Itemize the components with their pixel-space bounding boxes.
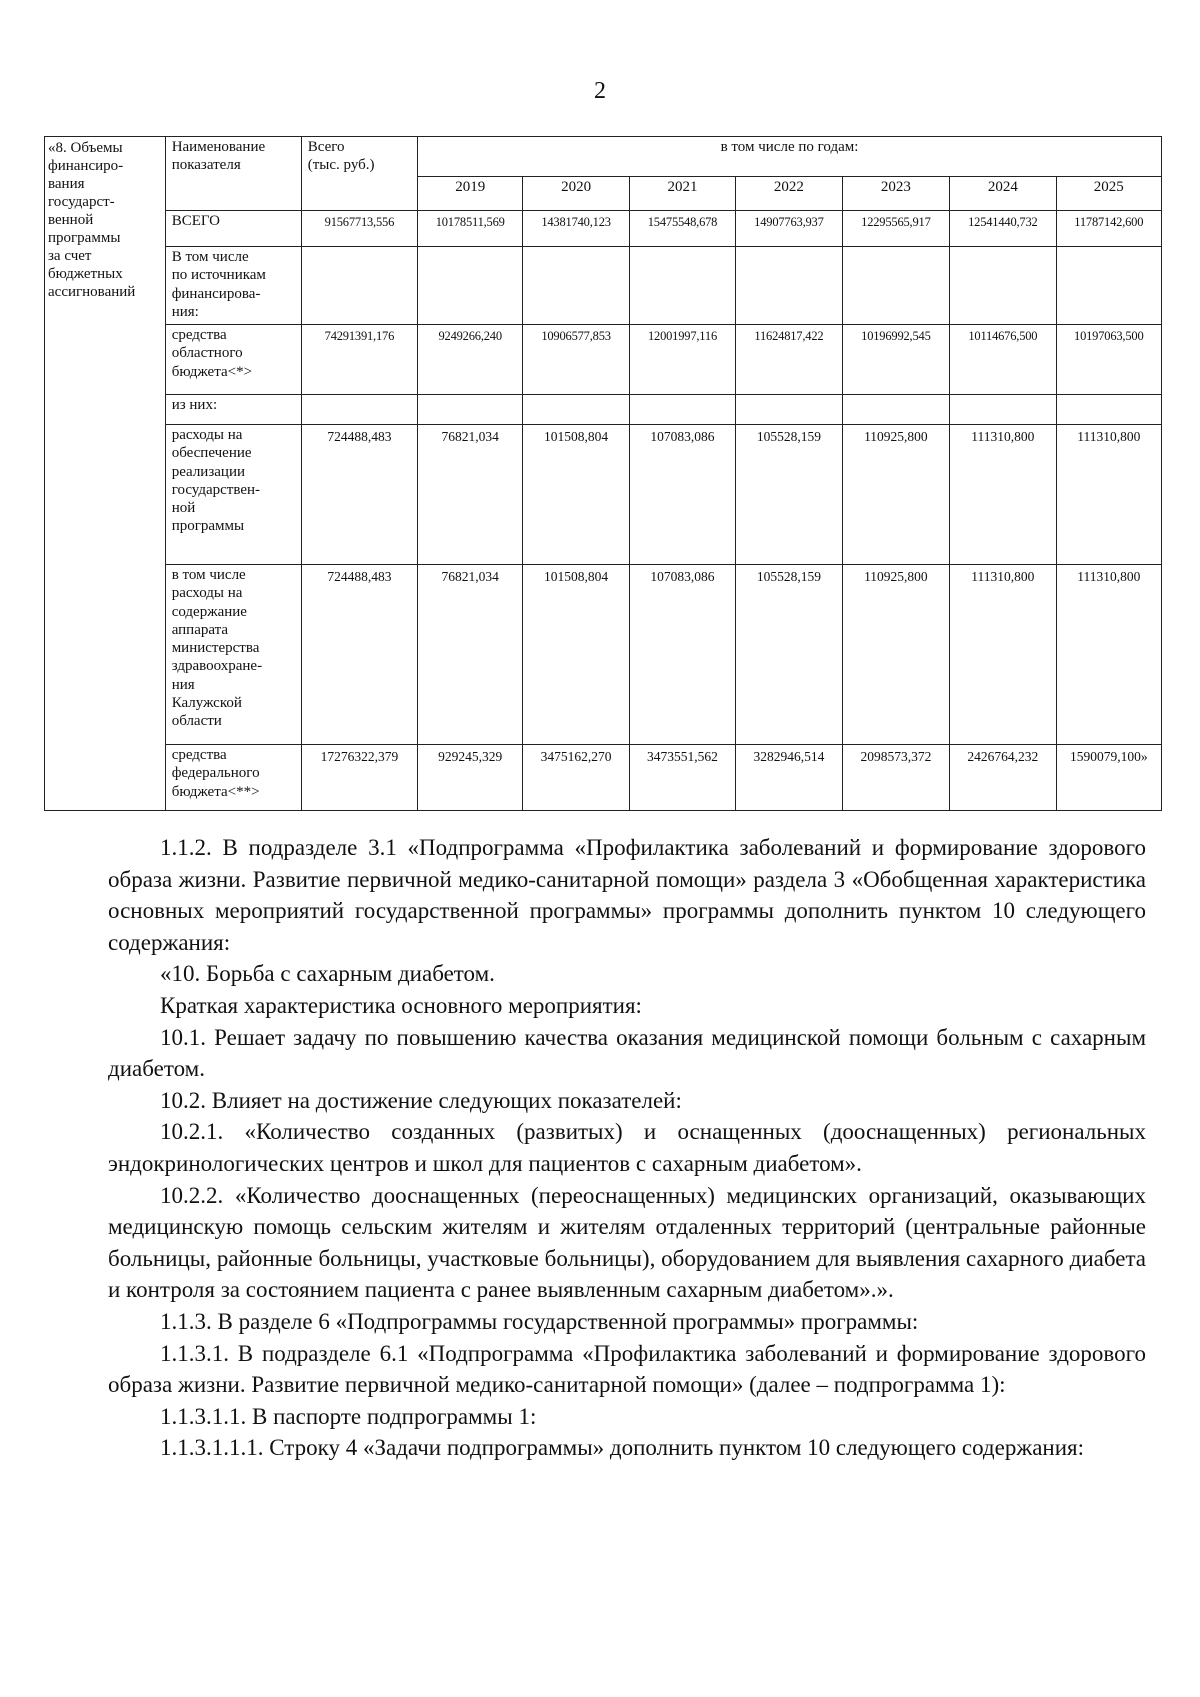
year-cell: 2025 [1056, 177, 1161, 211]
value-cell: 111310,800 [950, 565, 1056, 745]
table-row [45, 745, 1162, 811]
row-label [165, 247, 301, 325]
table-row [45, 211, 1162, 247]
value-cell: 1590079,100» [1056, 745, 1161, 811]
value-cell: 111310,800 [1056, 425, 1161, 565]
cell-line: расходы на [171, 585, 243, 602]
row-label [165, 565, 301, 745]
table-row [45, 325, 1162, 395]
cell-line: бюджетных [48, 266, 123, 282]
cell-line: по источникам [171, 267, 266, 284]
value-cell: 11624817,422 [736, 325, 842, 395]
cell-line: федерального [171, 765, 260, 782]
cell-line: аппарата [171, 621, 229, 638]
paragraph: «10. Борьба с сахарным диабетом. [160, 961, 495, 987]
table-row [45, 395, 1162, 425]
value-cell: 17276322,379 [301, 745, 417, 811]
paragraph: 1.1.3.1.1. В паспорте подпрограммы 1: [160, 1403, 537, 1429]
body-text [108, 832, 1146, 1464]
value-cell [1056, 395, 1161, 425]
value-cell: 14381740,123 [523, 211, 629, 247]
cell-line: ной [171, 500, 196, 517]
paragraph: 10.2. Влияет на достижение следующих показателей: [160, 1087, 682, 1113]
value-cell [418, 247, 523, 325]
cell-line: Наименование [171, 139, 266, 155]
value-cell: 3473551,562 [629, 745, 735, 811]
cell-line: программы [171, 518, 245, 535]
paragraph: 1.1.3.1. В подразделе 6.1 «Подпрограмма «Профилактика заболеваний и формирование здорового образа жизни. Развитие первичной медико-санитарной помощи» (далее – подпрограмма 1): [108, 1340, 1146, 1398]
value-cell [301, 247, 417, 325]
cell-line: программы [48, 230, 121, 246]
table-row [45, 247, 1162, 325]
value-cell: 10114676,500 [950, 325, 1056, 395]
row-label [165, 325, 301, 395]
value-cell: 2426764,232 [950, 745, 1056, 811]
cell-line: ния: [171, 303, 199, 320]
value-cell: 10197063,500 [1056, 325, 1161, 395]
value-cell: 76821,034 [418, 565, 523, 745]
year-cell: 2023 [842, 177, 950, 211]
cell-line: вания [48, 176, 85, 192]
value-cell: 105528,159 [736, 565, 842, 745]
value-cell [629, 247, 735, 325]
cell-line: средства [171, 747, 227, 763]
value-cell: 3282946,514 [736, 745, 842, 811]
value-cell [1056, 247, 1161, 325]
header-total [301, 137, 417, 211]
cell-line: Всего [307, 139, 345, 155]
value-cell: 9249266,240 [418, 325, 523, 395]
cell-line: (тыс. руб.) [307, 157, 375, 174]
cell-line: ВСЕГО [171, 213, 220, 229]
row-label [165, 425, 301, 565]
financing-table [44, 136, 1162, 811]
cell-line: областного [171, 345, 243, 362]
cell-line: области [171, 713, 222, 730]
value-cell: 107083,086 [629, 565, 735, 745]
paragraph: 1.1.3.1.1.1. Строку 4 «Задачи подпрограммы» дополнить пунктом 10 следующего содержания: [160, 1435, 1085, 1461]
cell-line: расходы на [171, 427, 243, 443]
value-cell: 111310,800 [1056, 565, 1161, 745]
value-cell: 929245,329 [418, 745, 523, 811]
side-label [45, 137, 166, 811]
paragraph: 10.2.1. «Количество созданных (развитых) и оснащенных (дооснащенных) региональных эндокринологических центров и школ для пациентов с сахарным диабетом». [108, 1119, 1146, 1176]
year-cell: 2019 [418, 177, 523, 211]
row-label [165, 395, 301, 425]
row-label [165, 745, 301, 811]
cell-line: содержание [171, 603, 247, 620]
year-cell: 2021 [629, 177, 735, 211]
cell-line: в том числе [171, 567, 246, 583]
cell-line: финансиро- [48, 158, 124, 174]
paragraph: 10.2.2. «Количество дооснащенных (переоснащенных) медицинских организаций, оказывающих медицинскую помощь сельским жителям и жителям отдаленных территорий (центральные районные больницы, районные больницы, участковые больницы), оборудованием для выявления сахарного диабета и контроля за состоянием пациента с ранее выявленным сахарным диабетом».». [108, 1182, 1146, 1303]
value-cell: 724488,483 [301, 425, 417, 565]
value-cell [301, 395, 417, 425]
value-cell: 3475162,270 [523, 745, 629, 811]
cell-line: реализации [171, 463, 245, 480]
cell-line: «8. Объемы [48, 140, 123, 156]
cell-line: показателя [171, 157, 241, 174]
value-cell [842, 247, 950, 325]
cell-line: венной [48, 212, 94, 228]
value-cell [736, 395, 842, 425]
cell-line: Калужской [171, 695, 242, 712]
value-cell: 10178511,569 [418, 211, 523, 247]
header-name [165, 137, 301, 211]
cell-line: средства [171, 327, 227, 343]
value-cell: 105528,159 [736, 425, 842, 565]
table-row [45, 425, 1162, 565]
header-years-caption: в том числе по годам: [418, 137, 1162, 177]
value-cell: 10906577,853 [523, 325, 629, 395]
table-row [45, 565, 1162, 745]
cell-line: здравоохране- [171, 658, 263, 675]
value-cell: 15475548,678 [629, 211, 735, 247]
value-cell: 12541440,732 [950, 211, 1056, 247]
paragraph: 1.1.3. В разделе 6 «Подпрограммы государственной программы» программы: [160, 1308, 919, 1334]
value-cell [523, 395, 629, 425]
value-cell: 14907763,937 [736, 211, 842, 247]
value-cell: 110925,800 [842, 425, 950, 565]
paragraph: Краткая характеристика основного мероприятия: [160, 992, 642, 1018]
cell-line: бюджета<*> [171, 363, 253, 380]
value-cell: 10196992,545 [842, 325, 950, 395]
value-cell: 12295565,917 [842, 211, 950, 247]
value-cell: 110925,800 [842, 565, 950, 745]
value-cell: 101508,804 [523, 565, 629, 745]
cell-line: бюджета<**> [171, 783, 260, 800]
cell-line: министерства [171, 640, 260, 657]
cell-line: В том числе [171, 249, 249, 265]
cell-line: государствен- [171, 481, 261, 498]
header-row [45, 137, 1162, 177]
value-cell [418, 395, 523, 425]
value-cell: 11787142,600 [1056, 211, 1161, 247]
year-cell: 2024 [950, 177, 1056, 211]
value-cell: 107083,086 [629, 425, 735, 565]
value-cell: 12001997,116 [629, 325, 735, 395]
cell-line: ассигнований [48, 284, 136, 300]
value-cell: 76821,034 [418, 425, 523, 565]
row-label [165, 211, 301, 247]
paragraph: 10.1. Решает задачу по повышению качества оказания медицинской помощи больным с сахарным диабетом. [108, 1024, 1146, 1082]
value-cell: 724488,483 [301, 565, 417, 745]
year-cell: 2022 [736, 177, 842, 211]
value-cell [629, 395, 735, 425]
value-cell: 101508,804 [523, 425, 629, 565]
cell-line: обеспечение [171, 445, 252, 462]
value-cell: 111310,800 [950, 425, 1056, 565]
value-cell [736, 247, 842, 325]
page-number: 2 [594, 78, 606, 104]
value-cell [523, 247, 629, 325]
value-cell [950, 395, 1056, 425]
value-cell: 91567713,556 [301, 211, 417, 247]
cell-line: финансирова- [171, 285, 261, 302]
value-cell: 2098573,372 [842, 745, 950, 811]
value-cell [842, 395, 950, 425]
paragraph: 1.1.2. В подразделе 3.1 «Подпрограмма «Профилактика заболеваний и формирование здорового образа жизни. Развитие первичной медико-санитарной помощи» раздела 3 «Обобщенная характеристика основных мероприятий государственной программы» программы дополнить пунктом 10 следующего содержания: [108, 835, 1146, 955]
cell-line: из них: [171, 397, 218, 413]
cell-line: ния [171, 676, 195, 693]
cell-line: государст- [48, 194, 115, 210]
cell-line: за счет [48, 248, 92, 264]
value-cell: 74291391,176 [301, 325, 417, 395]
year-cell: 2020 [523, 177, 629, 211]
value-cell [950, 247, 1056, 325]
